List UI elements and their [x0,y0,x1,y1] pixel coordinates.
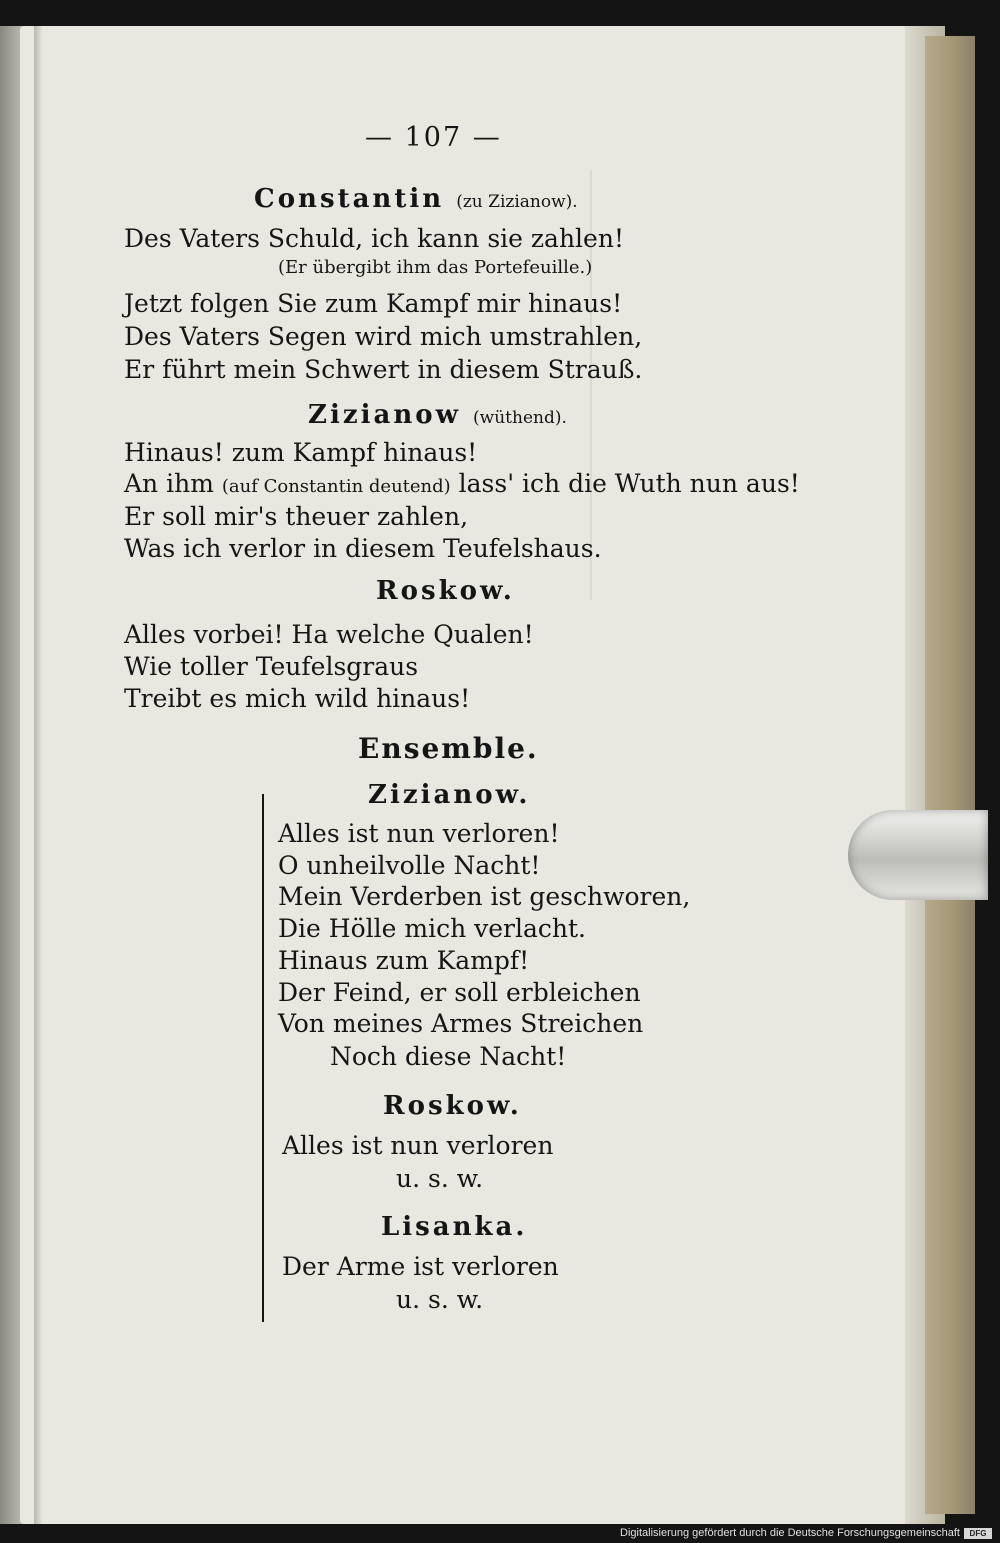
speaker-heading [254,186,578,212]
verse-line: Er führt mein Schwert in diesem Strauß. [124,355,643,384]
stage-direction: (Er übergibt ihm das Portefeuille.) [278,257,593,278]
speaker-heading: Roskow. [383,1091,522,1121]
stage-aside: (auf Constantin deutend) [221,476,451,497]
verse-line: Noch diese Nacht! [330,1042,567,1071]
verse-line: Des Vaters Schuld, ich kann sie zahlen! [124,224,624,253]
speaker-heading [308,402,567,428]
verse-line: Alles vorbei! Ha welche Qualen! [124,620,534,649]
stage-aside: (zu Zizianow). [456,192,578,212]
stage-aside: (wüthend). [473,408,567,428]
ensemble-heading: Ensemble. [358,732,539,765]
verse-line: u. s. w. [396,1285,484,1314]
ensemble-bracket [262,794,264,1322]
speaker-name: Constantin [254,184,445,214]
verse-line: Der Feind, er soll erbleichen [278,978,641,1007]
page-number: — 107 — [365,122,502,153]
verse-line: Mein Verderben ist geschworen, [278,882,691,911]
verse-part: lass' ich die Wuth nun aus! [458,469,800,498]
verse-line: Alles ist nun verloren! [278,819,560,848]
verse-line: Von meines Armes Streichen [278,1009,644,1038]
speaker-heading: Lisanka. [381,1212,528,1242]
verse-line: Wie toller Teufelsgraus [124,652,419,681]
verse-line: Er soll mir's theuer zahlen, [124,502,469,531]
verse-line: Die Hölle mich verlacht. [278,914,586,943]
verse-line: u. s. w. [396,1164,484,1193]
verse-line: Jetzt folgen Sie zum Kampf mir hinaus! [124,289,623,318]
verse-line: Der Arme ist verloren [282,1252,559,1281]
digitization-credit: Digitalisierung gefördert durch die Deutsche Forschungsgemeinschaft [620,1527,960,1539]
speaker-heading: Zizianow. [368,780,531,810]
verse-line: Treibt es mich wild hinaus! [124,684,471,713]
verse-line: Hinaus zum Kampf! [278,946,530,975]
speaker-heading: Roskow. [376,576,515,606]
verse-line [124,471,800,496]
verse-line: Hinaus! zum Kampf hinaus! [124,438,478,467]
verse-part: An ihm [124,469,214,498]
verse-line: Alles ist nun verloren [282,1131,554,1160]
dfg-logo: DFG [964,1528,992,1539]
speaker-name: Zizianow [308,400,461,430]
verse-line: Des Vaters Segen wird mich umstrahlen, [124,322,643,351]
verse-line: O unheilvolle Nacht! [278,851,541,880]
verse-line: Was ich verlor in diesem Teufelshaus. [124,534,602,563]
